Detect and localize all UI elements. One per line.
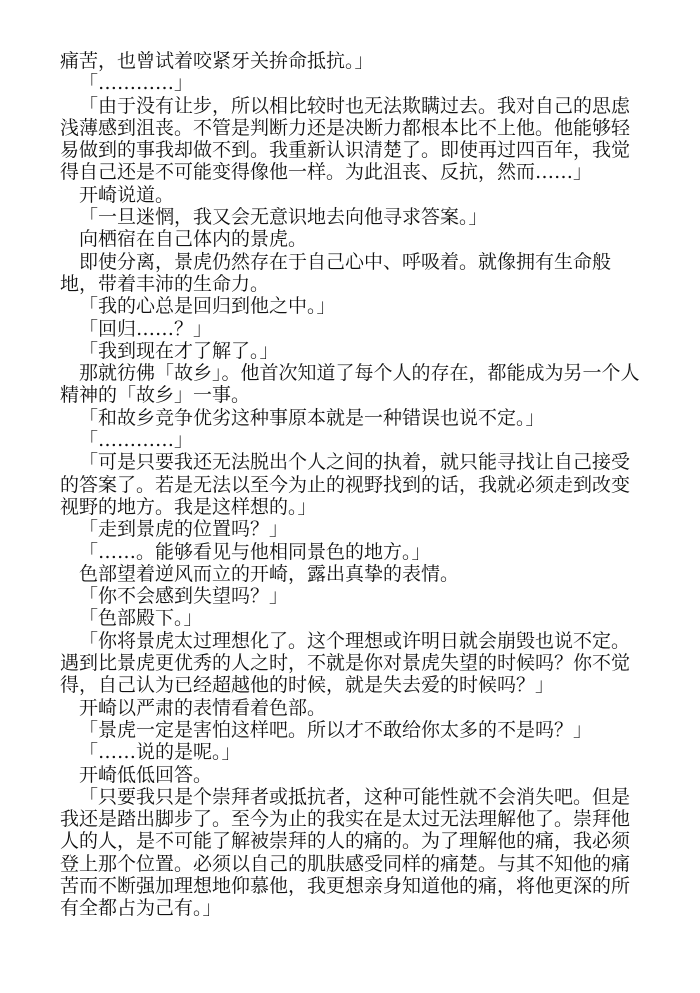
paragraph: 「一旦迷惘，我又会无意识地去向他寻求答案。」 (79, 206, 488, 229)
paragraph: 「走到景虎的位置吗？」 (79, 518, 289, 541)
paragraph: 「和故乡竞争优劣这种事原本就是一种错误也说不定。」 (79, 406, 545, 429)
paragraph: 开崎以严肃的表情看着色部。 (79, 696, 327, 719)
paragraph: 痛苦，也曾试着咬紧牙关拚命抵抗。」 (60, 50, 374, 72)
paragraph: 向栖宿在自己体内的景虎。 (79, 228, 308, 251)
paragraph: 「……。能够看见与他相同景色的地方。」 (79, 540, 431, 563)
paragraph: 「只要我只是个崇拜者或抵抗者，这种可能性就不会消失吧。但是我还是踏出脚步了。至今为止的我实在是太过无法理解他了。崇拜他人的人，是不可能了解被崇拜的人的痛的。为了理解他的痛，我必须登上那个位置。必须以自己的肌肤感受同样的痛楚。与其不知他的痛苦而不断强加理想地仰慕他，我更想亲身知道他的痛，将他更深的所有全都占为己有。」 (60, 785, 631, 920)
paragraph: 开崎低低回答。 (79, 763, 213, 786)
paragraph: 「色部殿下。」 (79, 607, 203, 630)
paragraph: 「…………」 (79, 429, 194, 452)
paragraph: 色部望着逆风而立的开崎，露出真挚的表情。 (79, 562, 460, 585)
paragraph: 「你将景虎太过理想化了。这个理想或许明日就会崩毁也说不定。遇到比景虎更优秀的人之时，不就是你对景虎失望的时候吗？你不觉得，自己认为已经超越他的时候，就是失去爱的时候吗？」 (60, 629, 631, 697)
paragraph: 「可是只要我还无法脱出个人之间的执着，就只能寻找让自己接受的答案了。若是无法以至今为止的视野找到的话，我就必须走到改变视野的地方。我是这样想的。」 (60, 451, 631, 518)
paragraph: 「…………」 (79, 72, 194, 95)
paragraph: 「回归……？」 (79, 317, 213, 340)
paragraph: 「我到现在才了解了。」 (79, 339, 279, 362)
paragraph: 「……说的是呢。」 (79, 741, 241, 764)
document-body (60, 50, 640, 920)
paragraph: 「我的心总是回归到他之中。」 (79, 295, 336, 318)
paragraph: 那就彷佛「故乡」。他首次知道了每个人的存在，都能成为另一个人精神的「故乡」一事。 (60, 362, 640, 407)
paragraph: 「由于没有让步，所以相比较时也无法欺瞒过去。我对自己的思虑浅薄感到沮丧。不管是判断力还是决断力都根本比不上他。他能够轻易做到的事我却做不到。我重新认识清楚了。即使再过四百年，我觉得自己还是不可能变得像他一样。为此沮丧、反抗，然而……」 (60, 94, 631, 184)
paragraph: 开崎说道。 (79, 183, 175, 206)
paragraph: 「你不会感到失望吗？」 (79, 585, 289, 608)
paragraph: 即使分离，景虎仍然存在于自己心中、呼吸着。就像拥有生命般地，带着丰沛的生命力。 (60, 250, 612, 295)
paragraph: 「景虎一定是害怕这样吧。所以才不敢给你太多的不是吗？」 (79, 718, 593, 741)
